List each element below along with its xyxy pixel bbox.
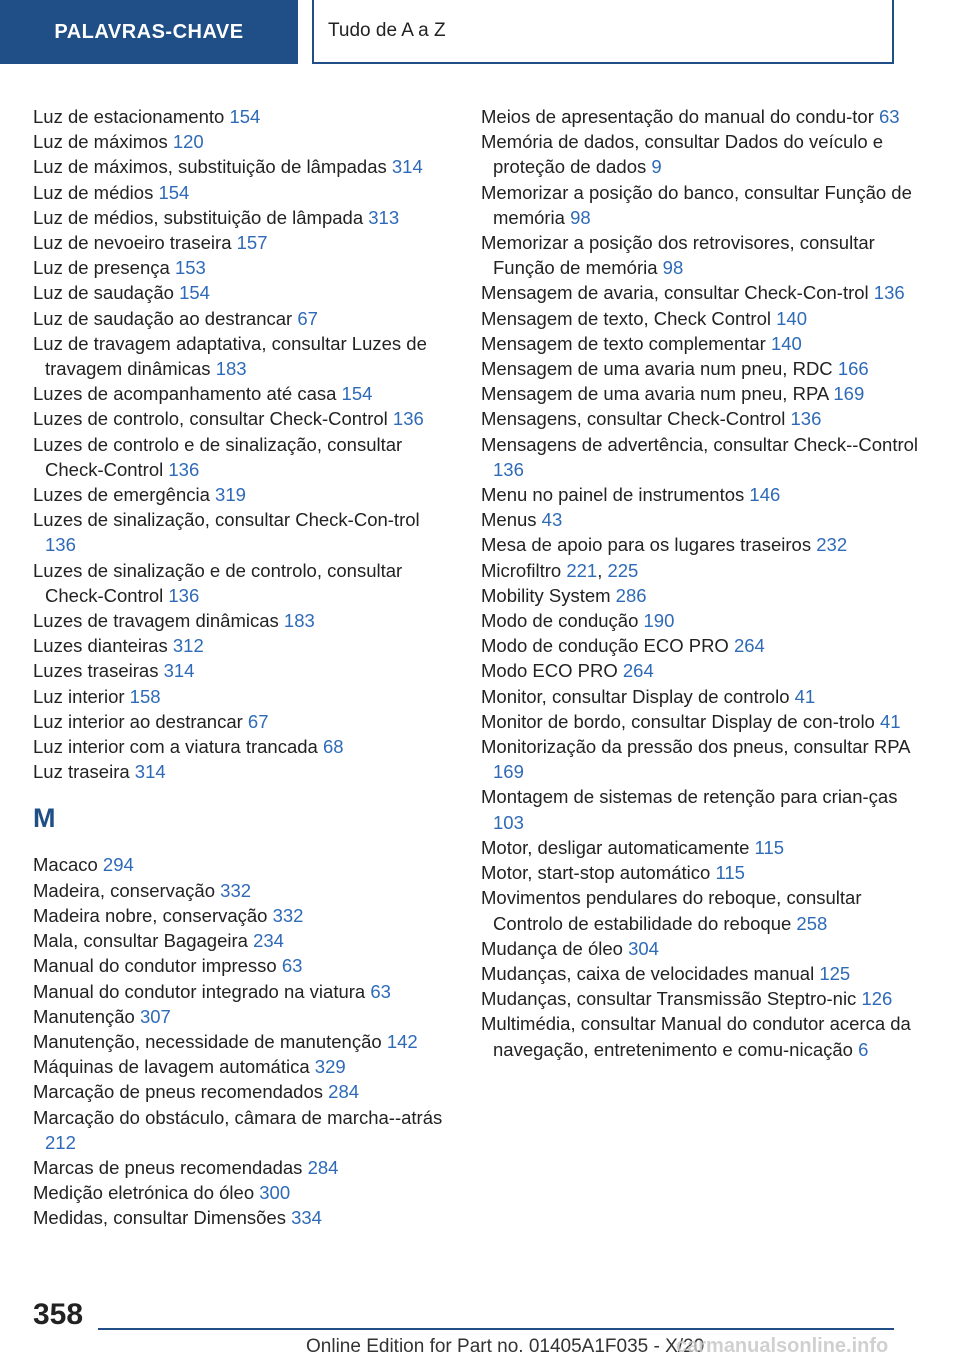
page-reference-link[interactable]: 329 (314, 1056, 346, 1078)
entry-term: Luz interior ao destrancar (33, 710, 243, 732)
section-tab: PALAVRAS-CHAVE (0, 0, 298, 64)
entry-term: Microfiltro (481, 559, 562, 581)
page-reference-link[interactable]: 140 (776, 307, 807, 329)
page-reference-link[interactable]: 258 (796, 912, 828, 934)
page-reference-link[interactable]: 225 (607, 559, 639, 581)
entry-term: Monitor, consultar Display de controlo (481, 685, 790, 707)
index-entry (481, 129, 921, 179)
index-entry (33, 709, 453, 734)
page-reference-link[interactable]: 154 (229, 106, 261, 127)
page-reference-link[interactable]: 154 (158, 181, 190, 203)
page-reference-link[interactable]: 264 (733, 635, 765, 657)
entry-term: Mudança de óleo (481, 937, 623, 959)
entry-term: Luz de máximos (33, 131, 168, 153)
index-entry (33, 230, 453, 255)
entry-term: Luz de travagem adaptativa, consultar Luzes de travagem dinâmicas (33, 332, 427, 380)
entry-term: Luzes de emergência (33, 484, 210, 506)
entry-term: Luzes traseiras (33, 660, 159, 682)
index-entry (33, 1205, 453, 1230)
page-reference-link[interactable]: 314 (134, 761, 166, 783)
index-entry (481, 709, 921, 734)
page-reference-link[interactable]: 232 (816, 534, 848, 556)
page-reference-link[interactable]: 284 (307, 1156, 339, 1178)
footer-divider (98, 1328, 894, 1330)
entry-term: Luz de saudação (33, 282, 174, 304)
entry-term: Mesa de apoio para os lugares traseiros (481, 534, 812, 556)
index-entry (481, 835, 921, 860)
entry-term: Luzes de travagem dinâmicas (33, 610, 279, 632)
page-reference-link[interactable]: 67 (297, 307, 318, 329)
index-entry (33, 759, 453, 784)
entry-term: Luzes de controlo, consultar Check-Control (33, 408, 388, 430)
index-entry (33, 331, 453, 381)
index-entry (481, 432, 921, 482)
entry-term: Memorizar a posição dos retrovisores, consultar Função de memória (481, 232, 875, 279)
index-entry (481, 583, 921, 608)
entry-term: Máquinas de lavagem automática (33, 1056, 310, 1078)
entry-term: Motor, desligar automaticamente (481, 836, 750, 858)
page-reference-link[interactable]: 63 (281, 955, 303, 977)
page-reference-link[interactable]: 98 (662, 257, 684, 279)
watermark-logo: carmanualsonline.info (676, 1335, 889, 1357)
page-reference-link[interactable]: 169 (833, 383, 865, 405)
index-entry (481, 734, 921, 784)
page-reference-link[interactable]: 334 (291, 1207, 322, 1229)
page-reference-link[interactable]: 284 (328, 1081, 360, 1103)
index-entry (33, 1180, 453, 1205)
entry-term: Mensagem de avaria, consultar Check-Con-trol (481, 282, 869, 304)
entry-term: Menu no painel de instrumentos (481, 484, 745, 506)
index-entry (481, 784, 921, 834)
index-entry (481, 356, 921, 381)
entry-term: Madeira, conservação (33, 879, 216, 901)
index-entry (481, 381, 921, 406)
index-entry (481, 633, 921, 658)
index-entry (481, 1011, 921, 1061)
entry-term: Manutenção, necessidade de manutenção (33, 1030, 382, 1052)
page-reference-link[interactable]: 166 (837, 358, 869, 380)
entry-term: Luzes dianteiras (33, 635, 168, 657)
index-entry (481, 986, 921, 1011)
page-reference-link[interactable]: 120 (172, 131, 204, 153)
index-entry (33, 180, 453, 205)
entry-term: Mensagem de texto complementar (481, 332, 766, 354)
index-entry (481, 482, 921, 507)
index-entry (33, 979, 453, 1004)
index-entry (481, 104, 921, 129)
entry-term: Marcas de pneus recomendadas (33, 1156, 303, 1178)
page-reference-link[interactable]: 115 (754, 836, 785, 858)
index-entry (33, 154, 453, 179)
entry-term: Luz de estacionamento (33, 106, 225, 127)
entry-term: Multimédia, consultar Manual do condutor acerca da navegação, entretenimento e comu-nicação (481, 1013, 911, 1060)
entry-term: Modo de condução (481, 610, 639, 632)
index-entry (33, 255, 453, 280)
entry-term: Luz de máximos, substituição de lâmpadas (33, 156, 387, 178)
page-reference-link[interactable]: 136 (168, 584, 200, 606)
page-reference-link[interactable]: 136 (790, 408, 822, 430)
page-reference-link[interactable]: 146 (749, 484, 781, 506)
page-reference-link[interactable]: 103 (493, 811, 524, 833)
index-entry (481, 306, 921, 331)
entry-term: Luzes de acompanhamento até casa (33, 383, 337, 405)
index-entry (481, 180, 921, 230)
page-reference-link[interactable]: 154 (341, 383, 373, 405)
index-column-right (481, 104, 921, 1062)
index-column-left (33, 104, 453, 1231)
index-entry (481, 280, 921, 305)
index-entry (33, 1155, 453, 1180)
page-reference-link[interactable]: 136 (873, 282, 905, 304)
page-reference-link[interactable]: 153 (174, 257, 206, 279)
page-reference-link[interactable]: 63 (879, 106, 900, 127)
edition-info: Online Edition for Part no. 01405A1F035 - X/20 (306, 1336, 705, 1357)
index-entry (33, 903, 453, 928)
page-reference-link[interactable]: 183 (283, 610, 315, 632)
page-reference-link[interactable]: 314 (391, 156, 423, 178)
section-letter-heading: M (33, 803, 56, 834)
page-reference-link[interactable]: 43 (541, 509, 563, 531)
page-reference-link[interactable]: 6 (858, 1038, 869, 1060)
index-entry (33, 381, 453, 406)
index-entry (481, 961, 921, 986)
index-entries-m (33, 852, 453, 1230)
entry-term: Memória de dados, consultar Dados do veículo e proteção de dados (481, 131, 884, 178)
index-entry (481, 507, 921, 532)
page-reference-link[interactable]: 319 (215, 484, 246, 506)
page-reference-link[interactable]: 300 (259, 1182, 291, 1204)
page-reference-link[interactable]: 294 (102, 854, 134, 876)
page-reference-link[interactable]: 136 (392, 408, 424, 430)
index-entry (33, 507, 453, 557)
page-reference-link[interactable]: 115 (715, 862, 745, 884)
entry-term: Manual do condutor impresso (33, 955, 277, 977)
entry-term: Madeira nobre, conservação (33, 904, 268, 926)
index-entry (33, 878, 453, 903)
entry-term: Mudanças, consultar Transmissão Steptro-nic (481, 988, 857, 1010)
index-entry (481, 608, 921, 633)
page-reference-link[interactable]: 154 (179, 282, 210, 304)
index-entry (33, 633, 453, 658)
index-entry (33, 1004, 453, 1029)
page-reference-link[interactable]: 312 (172, 635, 204, 657)
entry-term: Luz de nevoeiro traseira (33, 232, 232, 254)
entry-term: Monitorização da pressão dos pneus, consultar RPA (481, 736, 910, 758)
index-entry (33, 306, 453, 331)
index-entry (33, 1105, 453, 1155)
index-entry (481, 658, 921, 683)
page-reference-link[interactable]: 9 (651, 156, 662, 178)
entry-term: Modo ECO PRO (481, 660, 618, 682)
index-entry (481, 331, 921, 356)
index-entry (33, 558, 453, 608)
entry-term: Luzes de sinalização, consultar Check-Con-trol (33, 509, 420, 531)
page-reference-link[interactable]: 264 (622, 660, 654, 682)
index-entry (33, 953, 453, 978)
index-entry (481, 532, 921, 557)
entry-term: Medidas, consultar Dimensões (33, 1207, 286, 1229)
entry-term: Luz de médios (33, 181, 154, 203)
page-reference-link[interactable]: 190 (643, 610, 675, 632)
index-entry (33, 1079, 453, 1104)
page-reference-link[interactable]: 136 (45, 534, 76, 556)
entry-term: Mobility System (481, 584, 611, 606)
page-reference-link[interactable]: 158 (129, 685, 161, 707)
index-entry (33, 684, 453, 709)
entry-term: Luzes de sinalização e de controlo, consultar Check-Control (33, 559, 403, 606)
page-reference-link[interactable]: 98 (570, 206, 591, 228)
page-reference-link[interactable]: 221 (566, 559, 598, 581)
entry-term: Motor, start-stop automático (481, 862, 711, 884)
entry-term: Modo de condução ECO PRO (481, 635, 729, 657)
section-title: Tudo de A a Z (312, 0, 894, 64)
entry-term: Marcação de pneus recomendados (33, 1081, 324, 1103)
page-number: 358 (33, 1298, 84, 1331)
page-reference-link[interactable]: 307 (139, 1005, 171, 1027)
index-entry (33, 734, 453, 759)
index-entry (33, 1029, 453, 1054)
index-entries-m-cont (481, 104, 921, 1062)
index-entry (33, 406, 453, 431)
index-entry (33, 432, 453, 482)
page-reference-link[interactable]: 140 (770, 332, 802, 354)
page-reference-link[interactable]: 169 (493, 761, 524, 783)
entry-term: Luz de saudação ao destrancar (33, 307, 293, 329)
index-entry: Microfiltro 221, 225 (481, 559, 639, 581)
page-reference-link[interactable]: 332 (272, 904, 304, 926)
index-entry (33, 205, 453, 230)
page-reference-link[interactable]: 183 (215, 358, 247, 380)
entry-term: Meios de apresentação do manual do condu-tor (481, 106, 874, 127)
page-reference-link[interactable]: 136 (168, 458, 200, 480)
page-reference-link[interactable]: 304 (628, 937, 659, 959)
index-entry (33, 658, 453, 683)
index-entry (481, 684, 921, 709)
index-entry (33, 104, 453, 129)
index-entry (481, 860, 921, 885)
page-reference-link[interactable]: 286 (615, 584, 647, 606)
index-entry (33, 280, 453, 305)
index-entry (33, 1054, 453, 1079)
entry-term: Marcação do obstáculo, câmara de marcha--atrás (33, 1106, 443, 1128)
page-reference-link[interactable]: 126 (861, 988, 893, 1010)
entry-term: Movimentos pendulares do reboque, consultar Controlo de estabilidade do reboque (481, 887, 862, 934)
page-reference-link[interactable]: 63 (370, 980, 391, 1002)
entry-term: Luz de médios, substituição de lâmpada (33, 206, 364, 228)
entry-term: Mensagens, consultar Check-Control (481, 408, 786, 430)
index-entry (481, 936, 921, 961)
page-reference-link[interactable]: 157 (236, 232, 268, 254)
entry-term: Luzes de controlo e de sinalização, consultar Check-Control (33, 433, 403, 480)
index-entry (33, 608, 453, 633)
entry-term: Manual do condutor integrado na viatura (33, 980, 366, 1002)
entry-term: Menus (481, 509, 537, 531)
entry-term: Mensagem de texto, Check Control (481, 307, 771, 329)
entry-term: Luz traseira (33, 761, 130, 783)
index-entry (481, 885, 921, 935)
page-reference-link[interactable]: 67 (247, 710, 269, 732)
page-reference-link[interactable]: 41 (794, 685, 816, 707)
page-reference-link[interactable]: 68 (322, 736, 344, 758)
index-entry (33, 928, 453, 953)
page-reference-link[interactable]: 313 (368, 206, 400, 228)
entry-term: Mudanças, caixa de velocidades manual (481, 962, 815, 984)
entry-term: Mensagem de uma avaria num pneu, RDC (481, 358, 833, 380)
page-reference-link[interactable]: 41 (879, 710, 901, 732)
entry-term: Mensagens de advertência, consultar Check--Control (481, 433, 919, 455)
index-entry (481, 406, 921, 431)
index-entry (33, 482, 453, 507)
index-entry (481, 230, 921, 280)
page-reference-link[interactable]: 136 (493, 458, 524, 480)
page-reference-link[interactable]: 142 (386, 1030, 418, 1052)
page-reference-link[interactable]: 212 (45, 1131, 76, 1153)
entry-term: Monitor de bordo, consultar Display de con-trolo (481, 710, 875, 732)
index-entries-l (33, 104, 453, 784)
entry-term: Memorizar a posição do banco, consultar Função de memória (481, 181, 912, 228)
entry-term: Luz interior (33, 685, 125, 707)
index-entry (33, 852, 453, 877)
entry-term: Luz interior com a viatura trancada (33, 736, 318, 758)
page-reference-link[interactable]: 125 (819, 962, 851, 984)
page-reference-link[interactable]: 332 (220, 879, 252, 901)
page-reference-link[interactable]: 314 (163, 660, 195, 682)
entry-term: Medição eletrónica do óleo (33, 1182, 255, 1204)
entry-term: Montagem de sistemas de retenção para crian-ças (481, 786, 898, 808)
entry-term: Mala, consultar Bagageira (33, 930, 248, 952)
page-reference-link[interactable]: 234 (253, 930, 284, 952)
entry-term: Luz de presença (33, 257, 170, 279)
entry-term: Manutenção (33, 1005, 135, 1027)
entry-term: Macaco (33, 854, 98, 876)
index-entry (33, 129, 453, 154)
entry-term: Mensagem de uma avaria num pneu, RPA (481, 383, 829, 405)
